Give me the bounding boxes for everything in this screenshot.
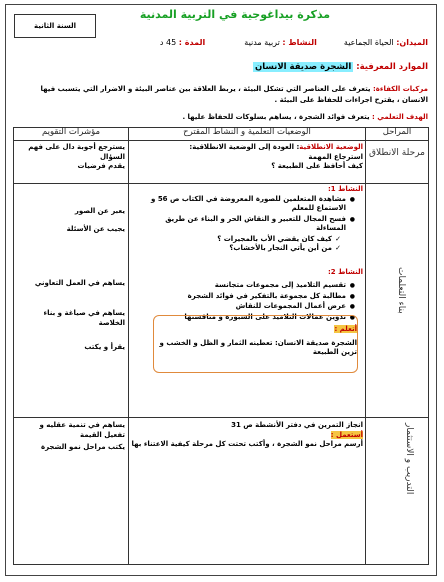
practice-line-1: انجاز التمرين في دفتر الأنشطة ص 31 bbox=[231, 421, 363, 429]
row3-activity bbox=[131, 421, 363, 450]
row1-indicators bbox=[17, 143, 125, 172]
indicator-5: يساهم في العمل التعاوني bbox=[34, 279, 125, 287]
activity2-item-3: ● عرض أعمال المجموعات للنقاش bbox=[133, 302, 355, 312]
starting-question: كيف أحافظ على الطبيعة ؟ bbox=[271, 162, 363, 170]
activity2-item-4: ● تدوين عمالات التلاميذ على السبورة و مناقشتها bbox=[133, 313, 355, 323]
stage-build: بناء التعلمات bbox=[396, 267, 406, 314]
task-recall: استرجاع المهمة bbox=[308, 152, 363, 161]
resources-topic: الشجرة صديقة الانسان bbox=[255, 62, 352, 72]
activity1-question-1: ✓ كيف كان يقضي الأب بالمجيرات ؟ bbox=[133, 235, 341, 245]
activity1-item-1: ● مشاهدة المتعلمين للصورة المعروضة في الكتاب ص 56 و الاستماع للمعلم bbox=[133, 195, 355, 214]
table-border-left bbox=[13, 127, 14, 565]
activity2-label: النشاط 2: bbox=[327, 267, 363, 276]
activity-value: تربية مدنية bbox=[244, 38, 280, 47]
goal-label: الهدف التعلمي : bbox=[372, 113, 428, 121]
header-indicators: مؤشرات التقويم bbox=[41, 127, 101, 137]
competency-text: يتعرف على العناصر التي تشكل البيئة ، يربط العلاقة بين عناصر البيئة و الاضرار التي يتسبب فيها الانسان ، يقترح اجراءات للحفاظ على البيئة . bbox=[40, 85, 428, 104]
activity-label: النشاط : bbox=[282, 38, 317, 47]
row1-activity bbox=[133, 143, 363, 172]
activity1-question-2: ✓ من أين يأتي النجار بالأخشاب؟ bbox=[133, 244, 341, 254]
resources-line bbox=[253, 62, 428, 72]
table-row1-line bbox=[13, 183, 429, 184]
indicator-8: يساهم في تنمية عقليه و تفعيل القيمة bbox=[39, 421, 125, 439]
indicator-9: يكتب مراحل نمو الشجرة bbox=[40, 443, 125, 451]
header-activities: الوضعيات التعلمية و النشاط المقترح bbox=[183, 127, 311, 137]
goal-line bbox=[182, 113, 428, 121]
table-divider-stages bbox=[365, 127, 366, 565]
table-border-bottom bbox=[13, 564, 429, 565]
situation-label: الوضعية الانطلاقية bbox=[299, 143, 363, 151]
field-label: الميدان: bbox=[396, 38, 428, 47]
year-box: السنة الثانية bbox=[14, 14, 96, 38]
table-divider-indicators bbox=[128, 127, 129, 565]
stage-practice: التدريب و الاستثمار bbox=[404, 423, 414, 495]
activity1-label: النشاط 1: bbox=[327, 185, 363, 193]
indicator-2: يقدم فرضيات bbox=[77, 162, 125, 170]
row2-indicators bbox=[17, 207, 125, 353]
learn-label: أتعلم : bbox=[334, 325, 357, 333]
meta-line bbox=[160, 38, 428, 47]
indicator-4: يجيب عن الأسئلة bbox=[66, 225, 125, 233]
table-header-line bbox=[13, 140, 429, 141]
goal-text: يتعرف فوائد الشجرة ، يساهم بسلوكات للحفاظ عليها . bbox=[182, 113, 370, 121]
competency-label: مركبات الكفاءة: bbox=[373, 85, 428, 93]
stage-start: مرحلة الانطلاق bbox=[369, 148, 425, 158]
table-border-right bbox=[428, 127, 429, 565]
activity2-item-2: ● مطالبة كل مجموعة بالتفكير في فوائد الشجرة bbox=[133, 292, 355, 302]
competency-line bbox=[18, 84, 428, 106]
indicator-1: يسترجع أجوبة دال على فهم السؤال bbox=[28, 143, 125, 161]
indicator-3: يعبر عن الصور bbox=[74, 207, 125, 215]
header-stages: المراحل bbox=[382, 127, 412, 137]
duration-label: المدة : bbox=[178, 38, 206, 47]
learn-text: الشجرة صديقة الانسان: تعطينه الثمار و الظل و الخشب و تزين الطبيعة bbox=[159, 338, 357, 356]
table-row2-line bbox=[13, 417, 429, 418]
learn-content bbox=[159, 325, 357, 358]
indicator-7: يقرأ و يكتب bbox=[84, 343, 125, 351]
resources-label: الموارد المعرفية: bbox=[356, 62, 428, 72]
field-value: الحياة الجماعية bbox=[343, 38, 394, 47]
row2-activity bbox=[133, 185, 363, 323]
situation-text: : العودة إلى الوضعية الانطلاقية: bbox=[189, 143, 300, 151]
page-title: مذكرة بيداغوجية في التربية المدنية bbox=[139, 8, 331, 21]
lesson-table bbox=[13, 127, 429, 565]
indicator-6: يساهم في صياغة و بناء الخلاصة bbox=[43, 309, 125, 327]
activity2-item-1: ● تقسيم التلاميذ إلى مجموعات متجانسة bbox=[133, 281, 355, 291]
practice-line-2: أرسم مراحل نمو الشجرة ، وأكتب تحتت كل مرحلة كيفية الاعتناء بها bbox=[131, 440, 363, 448]
activity1-item-2: ● فسح المجال للتعبير و النقاش الحر و البناء عن طريق المساءلة bbox=[133, 215, 355, 234]
duration-value: 45 د bbox=[159, 38, 177, 47]
row3-indicators bbox=[17, 421, 125, 453]
apply-label: أستعمل : bbox=[330, 430, 363, 439]
